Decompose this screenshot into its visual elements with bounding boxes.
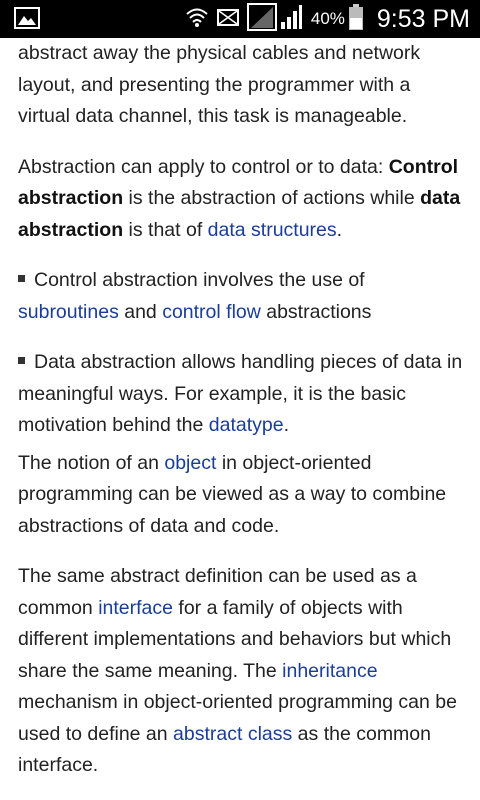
text: abstractions: [260, 300, 372, 323]
link-subroutines[interactable]: subroutines: [18, 300, 119, 323]
text: is that of: [123, 218, 208, 241]
paragraph-abstraction: [18, 152, 466, 247]
text: .: [336, 218, 343, 241]
text: Control abstraction involves the use of: [34, 269, 365, 291]
text: The notion of an: [18, 451, 165, 474]
link-datatype[interactable]: datatype: [208, 414, 284, 436]
text: The same abstract definition can be used as a common: [18, 565, 417, 619]
link-control-flow[interactable]: control flow: [162, 300, 261, 323]
article-content: [18, 38, 466, 782]
bold-term: data abstraction: [18, 187, 461, 241]
bullet-icon: [18, 275, 25, 282]
link-abstract-class[interactable]: abstract class: [173, 722, 293, 745]
bold-term: Control abstraction: [18, 155, 459, 209]
link-object[interactable]: object: [164, 451, 217, 474]
text: is the abstraction of actions while: [123, 187, 421, 209]
list-item: [18, 265, 466, 328]
text: Data abstraction allows handling pieces of data in meaningful ways. For example, it is the basic motivation behind the: [18, 351, 463, 436]
battery-percent: 40%: [310, 9, 345, 28]
wifi-icon: [185, 6, 209, 33]
clock: 9:53 PM: [376, 4, 470, 33]
link-data-structures[interactable]: data structures: [207, 218, 337, 241]
paragraph: abstract away the physical cables and network layout, and presenting the programmer with a virtual data channel, this task is manageable.: [18, 42, 421, 127]
image-icon: [14, 7, 40, 34]
text: as the common interface.: [18, 722, 431, 776]
text: in object-oriented programming can be viewed as a way to combine abstractions of data and code.: [18, 451, 447, 537]
bullet-icon: [18, 357, 25, 364]
text: for a family of objects with different implementations and behaviors but which share the same meaning. The: [18, 596, 452, 682]
text: and: [118, 300, 163, 323]
text: .: [283, 414, 290, 436]
message-icon: [217, 7, 239, 32]
paragraph-object: [18, 448, 466, 543]
link-interface[interactable]: interface: [98, 596, 173, 619]
link-inheritance[interactable]: inheritance: [282, 659, 378, 682]
text: mechanism in object-oriented programming can be used to define an: [18, 691, 457, 745]
status-bar: [0, 0, 480, 38]
paragraph-interface: [18, 561, 466, 782]
list-item: [18, 347, 466, 442]
signal-icon: [247, 2, 303, 37]
text: Abstraction can apply to control or to data:: [18, 155, 389, 178]
battery-icon: [349, 4, 363, 35]
